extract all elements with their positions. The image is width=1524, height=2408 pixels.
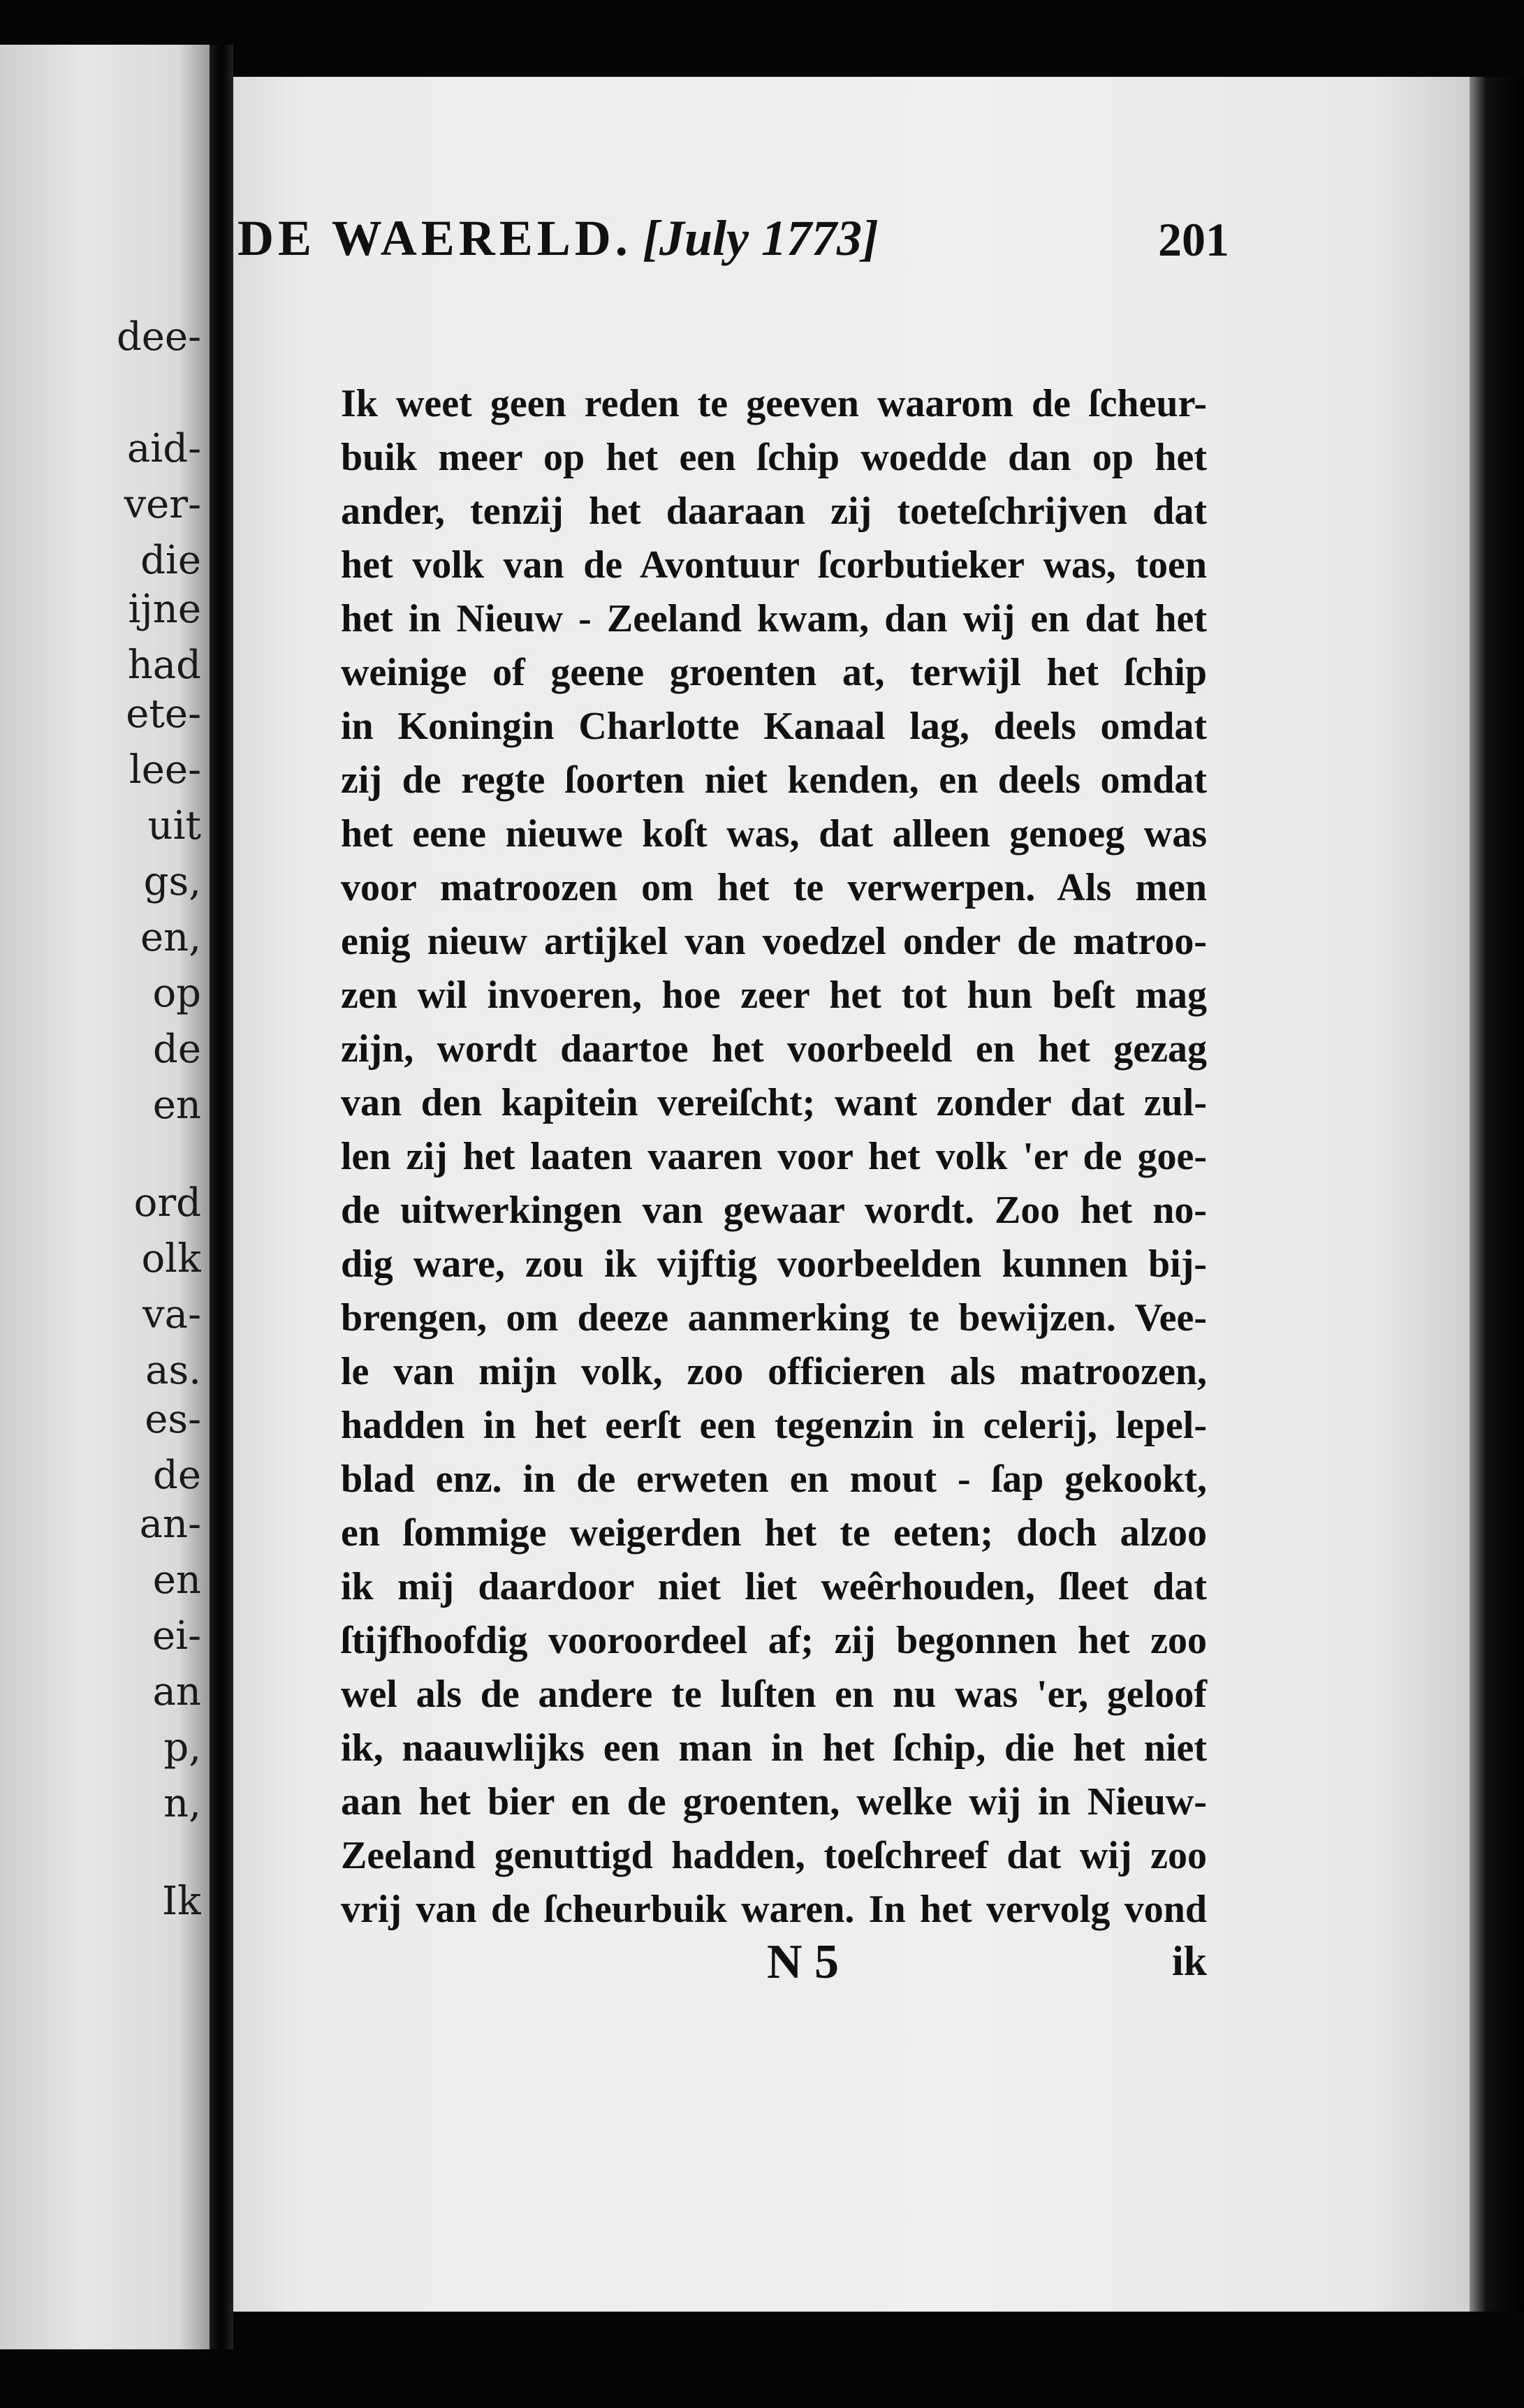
facing-page-text: ete-	[126, 691, 201, 737]
facing-page-text: had	[127, 643, 201, 688]
text-line: dig ware, zou ik vijftig voorbeelden kunnen bij-	[341, 1242, 1207, 1286]
signature-mark: N 5	[767, 1935, 840, 1989]
text-line: len zij het laaten vaaren voor het volk 'er de goe-	[341, 1135, 1207, 1178]
facing-page-text: lee-	[129, 747, 201, 793]
facing-page-text: en	[152, 1557, 201, 1603]
page-header	[237, 210, 1229, 286]
facing-page-text: ijne	[128, 587, 201, 632]
facing-page-text: de	[153, 1453, 201, 1498]
facing-page-text: die	[140, 538, 201, 583]
facing-page-text: olk	[141, 1236, 201, 1282]
text-line: Zeeland genuttigd hadden, toeſchreef dat wij zoo	[341, 1834, 1207, 1877]
facing-page-text: op	[152, 971, 201, 1016]
text-line: weinige of geene groenten at, terwijl het ſchip	[341, 651, 1207, 694]
text-line: vrij van de ſcheurbuik waren. In het vervolg vond	[341, 1888, 1207, 1931]
text-line: blad enz. in de erweten en mout - ſap gekookt,	[341, 1458, 1207, 1501]
body-text	[341, 377, 1207, 1937]
facing-page-text: va-	[142, 1292, 201, 1337]
text-line: hadden in het eerſt een tegenzin in celerij, lepel-	[341, 1404, 1207, 1447]
text-line: le van mijn volk, zoo officieren als matroozen,	[341, 1350, 1207, 1393]
text-line: buik meer op het een ſchip woedde dan op het	[341, 436, 1207, 479]
text-line: het eene nieuwe koſt was, dat alleen genoeg was	[341, 812, 1207, 856]
facing-page-text: as.	[145, 1348, 201, 1393]
book-gutter	[210, 45, 233, 2349]
running-head: DE WAERELD.	[237, 210, 632, 266]
text-line: enig nieuw artijkel van voedzel onder de matroo-	[341, 920, 1207, 963]
text-line: en ſommige weigerden het te eeten; doch alzoo	[341, 1511, 1207, 1555]
header-date: [July 1773]	[643, 210, 879, 266]
text-line: ik, naauwlijks een man in het ſchip, die het niet	[341, 1726, 1207, 1770]
text-line: het in Nieuw - Zeeland kwam, dan wij en dat het	[341, 597, 1207, 640]
facing-page-text: ver-	[124, 482, 201, 527]
facing-page-text: es-	[145, 1397, 201, 1442]
text-line: ander, tenzij het daaraan zij toeteſchrijven dat	[341, 490, 1207, 533]
page-fore-edge	[1470, 77, 1524, 2312]
facing-page-text: n,	[163, 1781, 201, 1826]
facing-page-text: an	[152, 1669, 201, 1715]
facing-page-text: en	[152, 1082, 201, 1128]
facing-page-text: de	[153, 1027, 201, 1072]
text-line: Ik weet geen reden te geeven waarom de ſcheur-	[341, 382, 1207, 425]
text-line: aan het bier en de groenten, welke wij in Nieuw-	[341, 1780, 1207, 1823]
facing-page-text: dee-	[116, 314, 201, 360]
facing-page-text: p,	[163, 1725, 201, 1770]
text-line: zij de regte ſoorten niet kenden, en deels omdat	[341, 758, 1207, 802]
text-line: brengen, om deeze aanmerking te bewijzen. Vee-	[341, 1296, 1207, 1339]
facing-page-text: gs,	[143, 859, 201, 904]
facing-page-text: aid-	[126, 426, 201, 471]
text-line: voor matroozen om het te verwerpen. Als men	[341, 866, 1207, 909]
text-line: ik mij daardoor niet liet weêrhouden, ſleet dat	[341, 1565, 1207, 1608]
facing-page-edge	[0, 45, 210, 2349]
facing-page-text: Ik	[161, 1879, 201, 1924]
facing-page-text: en,	[140, 915, 201, 960]
text-line: zen wil invoeren, hoe zeer het tot hun beſt mag	[341, 974, 1207, 1017]
text-line: van den kapitein vereiſcht; want zonder dat zul-	[341, 1081, 1207, 1124]
page-footer	[341, 1935, 1207, 1997]
text-line: zijn, wordt daartoe het voorbeeld en het gezag	[341, 1027, 1207, 1071]
text-line: het volk van de Avontuur ſcorbutieker was, toen	[341, 543, 1207, 587]
page-number: 201	[1158, 213, 1229, 266]
text-line: ſtijfhoofdig vooroordeel af; zij begonnen het zoo	[341, 1619, 1207, 1662]
facing-page-text: an-	[139, 1502, 201, 1547]
text-line: de uitwerkingen van gewaar wordt. Zoo het no-	[341, 1189, 1207, 1232]
facing-page-text: uit	[147, 803, 201, 849]
facing-page-text: ei-	[152, 1613, 201, 1659]
text-line: wel als de andere te luſten en nu was 'er, geloof	[341, 1673, 1207, 1716]
text-line: in Koningin Charlotte Kanaal lag, deels omdat	[341, 705, 1207, 748]
catchword: ik	[1171, 1938, 1207, 1984]
facing-page-text: ord	[133, 1180, 201, 1226]
